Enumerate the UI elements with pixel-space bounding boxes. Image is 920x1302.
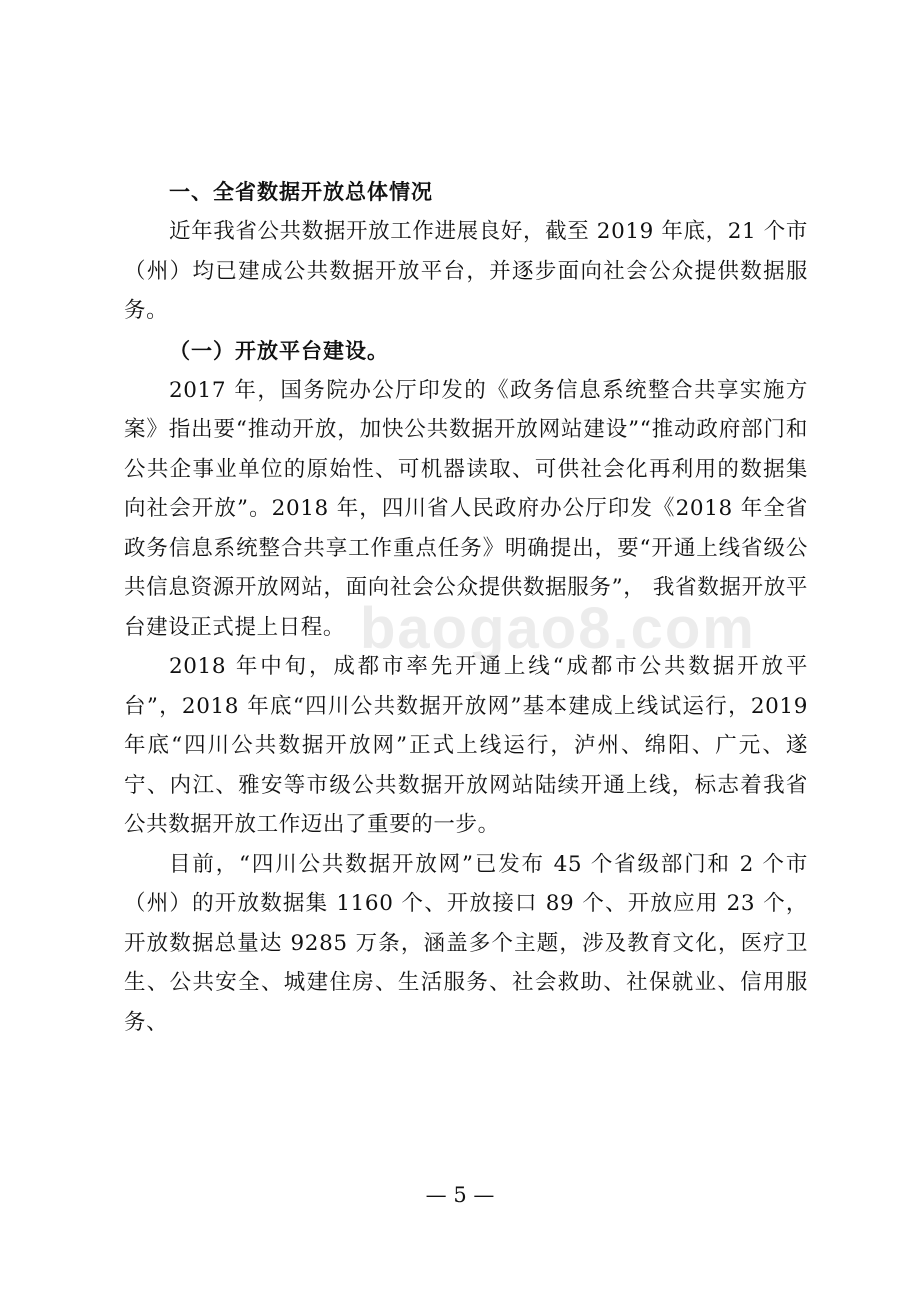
paragraph-policy: 2017 年，国务院办公厅印发的《政务信息系统整合共享实施方案》指出要“推动开放，加快公共数据开放网站建设”“推动政府部门和公共企事业单位的原始性、可机器读取、可供社会化再利用的数据集向社会开放”。2018 年，四川省人民政府办公厅印发《2018 年全省政务信息系统整合共享工作重点任务》明确提出，要“开通上线省级公共信息资源开放网站，面向社会公众提供数据服务”， 我省数据开放平台建设正式提上日程。 xyxy=(124,377,808,640)
section-heading: 一、全省数据开放总体情况 xyxy=(169,180,433,204)
page-number: — 5 — xyxy=(425,1183,495,1207)
paragraph-launch: 2018 年中旬，成都市率先开通上线“成都市公共数据开放平台”，2018 年底“四川公共数据开放网”基本建成上线试运行，2019 年底“四川公共数据开放网”正式上线运行，泸州、绵阳、广元、遂宁、内江、雅安等市级公共数据开放网站陆续开通上线，标志着我省公共数据开放工作迈出了重要的一步。 xyxy=(124,654,808,837)
document-body xyxy=(124,172,808,1042)
watermark: baogao8.com xyxy=(360,596,756,661)
paragraph-intro: 近年我省公共数据开放工作进展良好，截至 2019 年底，21 个市（州）均已建成公共数据开放平台，并逐步面向社会公众提供数据服务。 xyxy=(124,219,808,323)
subsection-heading: （一）开放平台建设。 xyxy=(169,338,389,363)
paragraph-current-status: 目前，“四川公共数据开放网”已发布 45 个省级部门和 2 个市（州）的开放数据集 1160 个、开放接口 89 个、开放应用 23 个，开放数据总量达 9285 万条，涵盖多个主题，涉及教育文化，医疗卫生、公共安全、城建住房、生活服务、社会救助、社保就业、信用服务、 xyxy=(124,851,808,1035)
